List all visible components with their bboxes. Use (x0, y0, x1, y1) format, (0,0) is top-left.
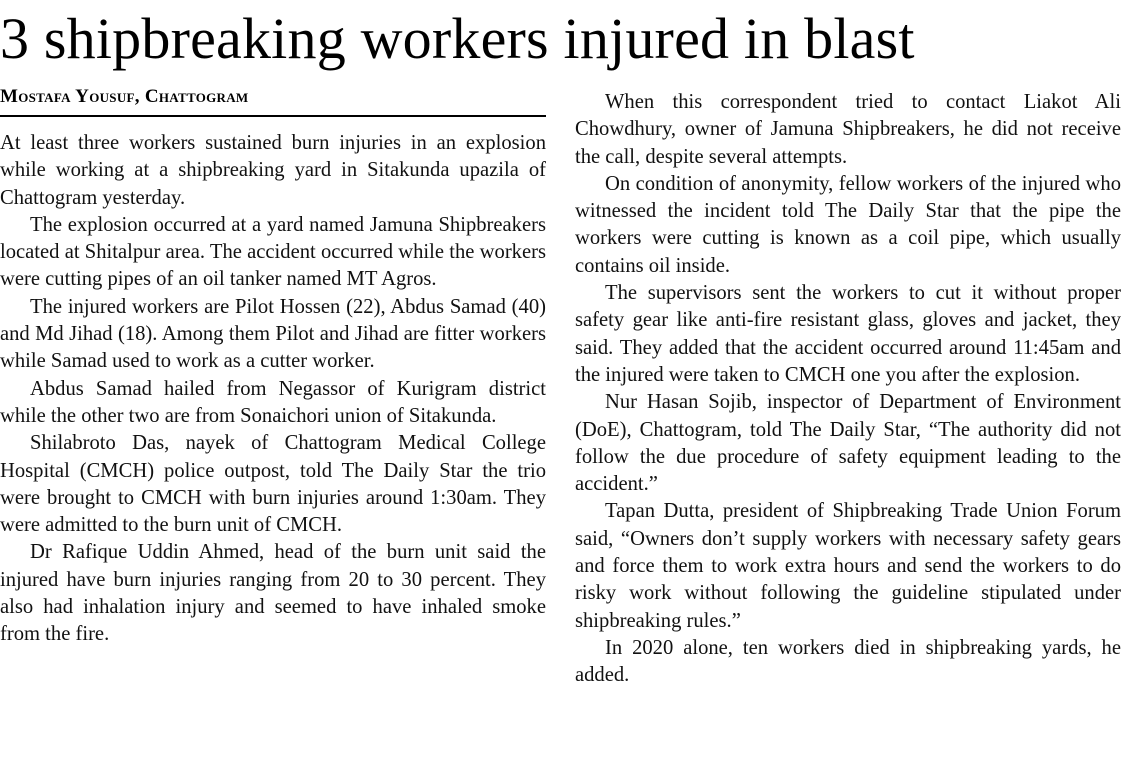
paragraph: The supervisors sent the workers to cut it without proper safety gear like anti-fire resistant glass, gloves and jacket, they said. They added that the accident occurred around 11:45am and the injured were taken to CMCH one you after the explosion. (575, 282, 1121, 386)
article-column-left (0, 130, 546, 649)
article-column-right (575, 89, 1121, 690)
headline: 3 shipbreaking workers injured in blast (0, 6, 915, 71)
paragraph: When this correspondent tried to contact Liakot Ali Chowdhury, owner of Jamuna Shipbreakers, he did not receive the call, despite several attempts. (575, 91, 1121, 168)
paragraph: Dr Rafique Uddin Ahmed, head of the burn unit said the injured have burn injuries ranging from 20 to 30 percent. They also had inhalation injury and seemed to have inhaled smoke from the fire. (0, 541, 546, 646)
paragraph: At least three workers sustained burn injuries in an explosion while working at a shipbreaking yard in Sitakunda upazila of Chattogram yesterday. (0, 132, 546, 209)
byline-divider (0, 115, 546, 117)
paragraph: Shilabroto Das, nayek of Chattogram Medical College Hospital (CMCH) police outpost, told The Daily Star the trio were brought to CMCH with burn injuries around 1:30am. They were admitted to the burn unit of CMCH. (0, 432, 546, 537)
byline: Mostafa Yousuf, Chattogram (0, 86, 249, 107)
paragraph: Abdus Samad hailed from Negassor of Kurigram district while the other two are from Sonaichori union of Sitakunda. (0, 377, 546, 427)
paragraph: Tapan Dutta, president of Shipbreaking Trade Union Forum said, “Owners don’t supply workers with necessary safety gears and force them to work extra hours and send the workers to do risky work without following the guideline stipulated under shipbreaking rules.” (575, 500, 1121, 632)
paragraph: The injured workers are Pilot Hossen (22), Abdus Samad (40) and Md Jihad (18). Among them Pilot and Jihad are fitter workers while Samad used to work as a cutter worker. (0, 295, 546, 373)
paragraph: On condition of anonymity, fellow workers of the injured who witnessed the incident told The Daily Star that the pipe the workers were cutting is known as a coil pipe, which usually contains oil inside. (575, 172, 1121, 277)
paragraph: In 2020 alone, ten workers died in shipbreaking yards, he added. (575, 636, 1121, 687)
paragraph: The explosion occurred at a yard named Jamuna Shipbreakers located at Shitalpur area. The accident occurred while the workers were cutting pipes of an oil tanker named MT Agros. (0, 213, 546, 291)
paragraph: Nur Hasan Sojib, inspector of Department of Environment (DoE), Chattogram, told The Daily Star, “The authority did not follow the due procedure of safety equipment leading to the accident.” (575, 391, 1121, 496)
